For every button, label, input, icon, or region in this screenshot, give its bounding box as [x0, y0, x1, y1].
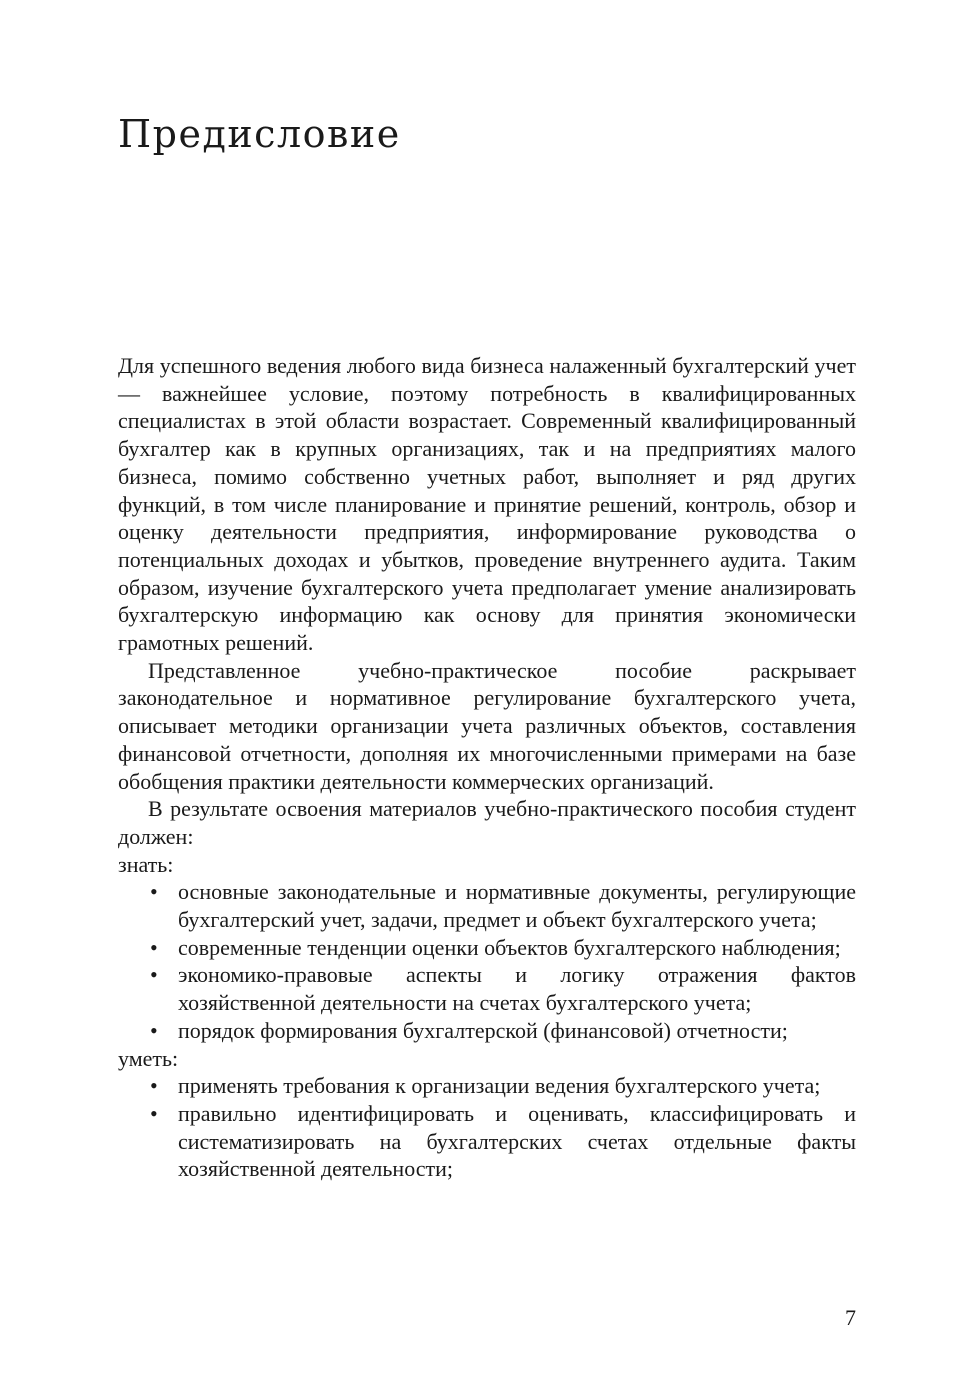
- list-item-text: порядок формирования бухгалтерской (финансовой) отчетности;: [178, 1017, 788, 1043]
- page-number: 7: [845, 1305, 856, 1330]
- body-text: [118, 352, 856, 1183]
- bullet-icon: •: [150, 1100, 158, 1126]
- bullet-icon: •: [150, 1073, 158, 1099]
- bullet-icon: •: [150, 934, 158, 960]
- paragraph-result: В результате освоения материалов учебно-практического пособия студент должен:: [118, 796, 856, 849]
- know-list: [118, 878, 856, 1044]
- page-title: Предисловие: [118, 112, 401, 156]
- can-label: уметь:: [118, 1045, 179, 1071]
- list-item-text: правильно идентифицировать и оценивать, классифицировать и систематизировать на бухгалтерских счетах отдельные факты хозяйственной деятельности;: [178, 1100, 856, 1182]
- paragraph-intro: Для успешного ведения любого вида бизнеса налаженный бухгалтерский учет — важнейшее условие, поэтому потребность в квалифицированных специалистах в этой области возрастает. Современный квалифицированный бухгалтер как в крупных организациях, так и на предприятиях малого бизнеса, помимо собственно учетных работ, выполняет и ряд других функций, в том числе планирование и принятие решений, контроль, обзор и оценку деятельности предприятия, информирование руководства о потенциальных доходах и убытков, проведение внутреннего аудита. Таким образом, изучение бухгалтерского учета предполагает умение анализировать бухгалтерскую информацию как основу для принятия экономически грамотных решений.: [118, 353, 856, 656]
- list-item: [118, 934, 856, 962]
- paragraph-manual: Представленное учебно-практическое пособие раскрывает законодательное и нормативное регулирование бухгалтерского учета, описывает методики организации учета различных объектов, составления финансовой отчетности, дополняя их многочисленными примерами на базе обобщения практики деятельности коммерческих организаций.: [118, 657, 856, 794]
- list-item: [118, 878, 856, 933]
- list-item: [118, 961, 856, 1016]
- list-item-text: современные тенденции оценки объектов бухгалтерского наблюдения;: [178, 934, 841, 960]
- bullet-icon: •: [150, 1017, 158, 1043]
- know-label: знать:: [118, 851, 174, 877]
- list-item-text: основные законодательные и нормативные документы, регулирующие бухгалтерский учет, задачи, предмет и объект бухгалтерского учета;: [178, 879, 856, 933]
- list-item: [118, 1017, 856, 1045]
- bullet-icon: •: [150, 962, 158, 988]
- list-item-text: экономико-правовые аспекты и логику отражения фактов хозяйственной деятельности на счетах бухгалтерского учета;: [178, 962, 856, 1016]
- can-list: [118, 1072, 856, 1183]
- bullet-icon: •: [150, 879, 158, 905]
- list-item: [118, 1100, 856, 1183]
- list-item-text: применять требования к организации ведения бухгалтерского учета;: [178, 1073, 821, 1099]
- list-item: [118, 1072, 856, 1100]
